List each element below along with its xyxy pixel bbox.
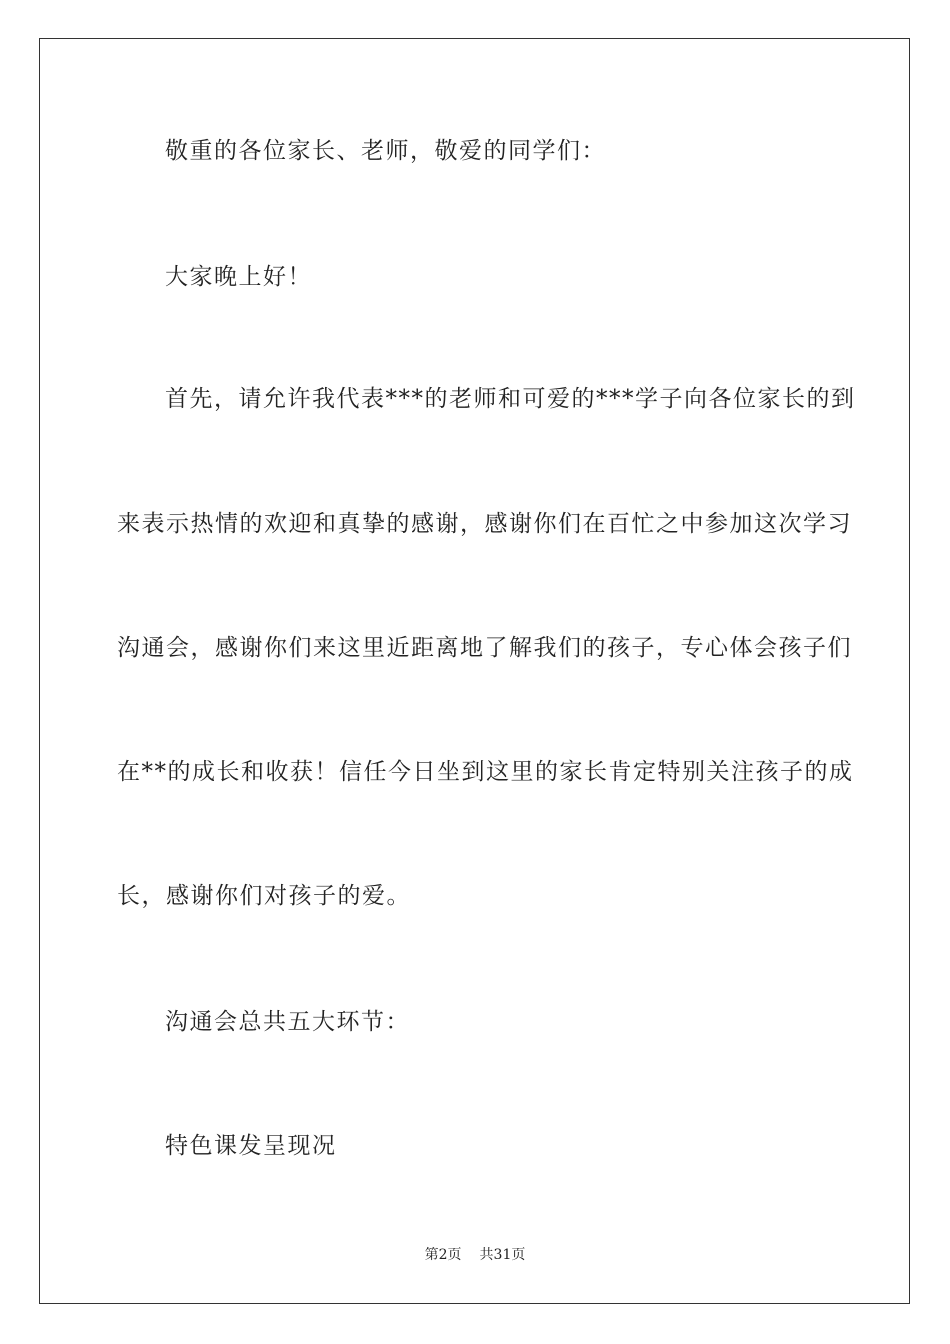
page-total: 共31页 xyxy=(479,1247,526,1263)
paragraph-line: 沟通会，感谢你们来这里近距离地了解我们的孩子，专心体会孩子们 xyxy=(117,635,852,661)
paragraph-line: 在**的成长和收获！信任今日坐到这里的家长肯定特别关注孩子的成 xyxy=(117,759,854,785)
paragraph-line: 首先，请允许我代表***的老师和可爱的***学子向各位家长的到 xyxy=(165,386,856,412)
agenda-item-line: 特色课发呈现况 xyxy=(165,1133,337,1159)
paragraph-line: 长，感谢你们对孩子的爱。 xyxy=(117,883,411,909)
page-border xyxy=(39,38,910,1304)
page-number: 第2页 xyxy=(424,1247,462,1263)
paragraph-line: 来表示热情的欢迎和真挚的感谢，感谢你们在百忙之中参加这次学习 xyxy=(117,511,852,537)
agenda-intro-line: 沟通会总共五大环节： xyxy=(165,1009,410,1035)
page-footer xyxy=(0,1246,950,1264)
greeting-line: 大家晚上好！ xyxy=(165,264,312,290)
salutation-line: 敬重的各位家长、老师，敬爱的同学们： xyxy=(165,138,606,164)
